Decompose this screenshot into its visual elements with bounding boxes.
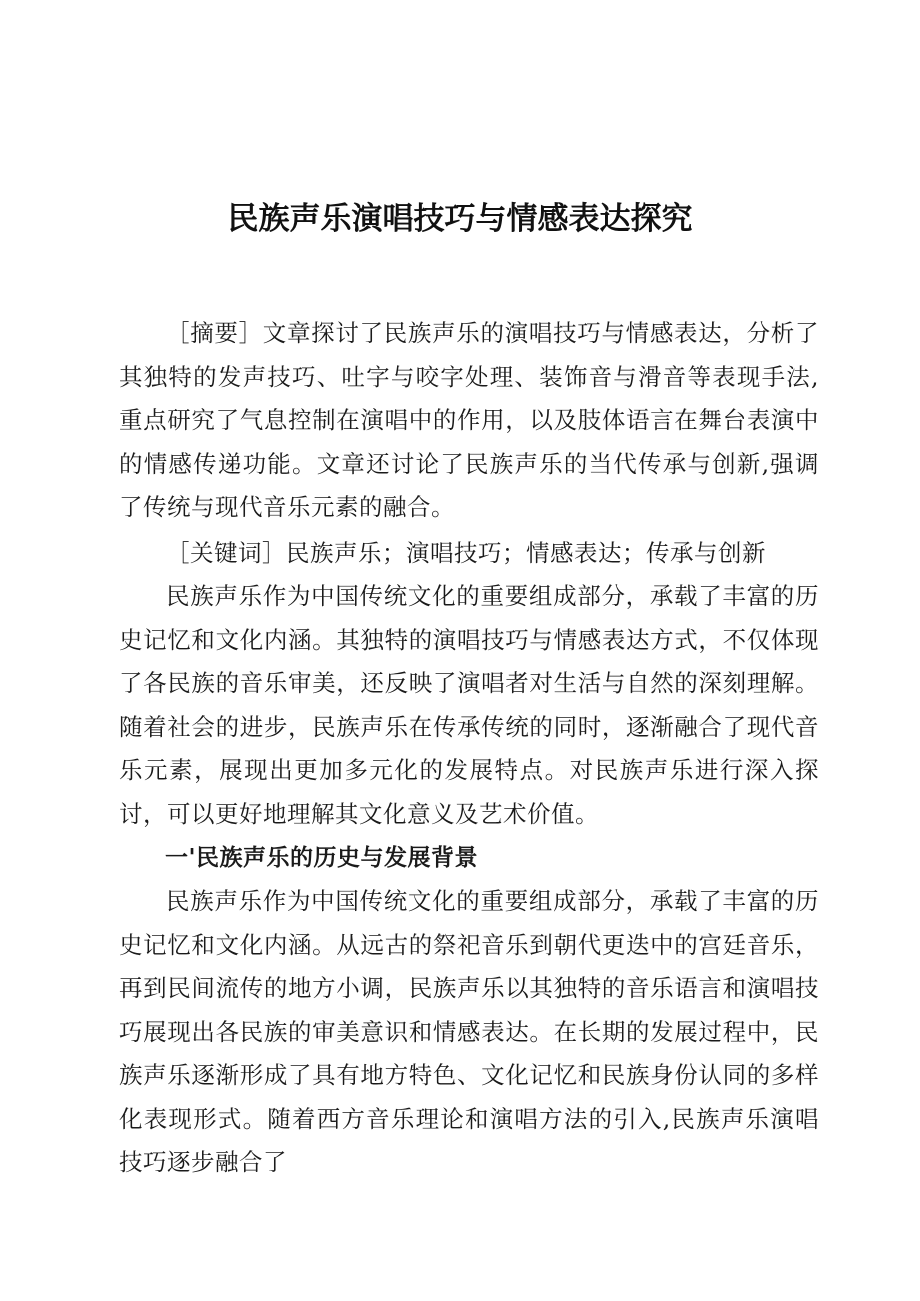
abstract-paragraph: ［摘要］文章探讨了民族声乐的演唱技巧与情感表达，分析了其独特的发声技巧、吐字与咬字处理、装饰音与滑音等表现手法,重点研究了气息控制在演唱中的作用，以及肢体语言在舞台表演中的情感传递功能。文章还讨论了民族声乐的当代传承与创新,强调了传统与现代音乐元素的融合。 [119,319,819,521]
section-paragraph: 民族声乐作为中国传统文化的重要组成部分，承载了丰富的历史记忆和文化内涵。从远古的祭祀音乐到朝代更迭中的宫廷音乐，再到民间流传的地方小调，民族声乐以其独特的音乐语言和演唱技巧展现出各民族的审美意识和情感表达。在长期的发展过程中，民族声乐逐渐形成了具有地方特色、文化记忆和民族身份认同的多样化表现形式。随着西方音乐理论和演唱方法的引入,民族声乐演唱技巧逐步融合了 [119,887,819,1176]
intro-paragraph: 民族声乐作为中国传统文化的重要组成部分，承载了丰富的历史记忆和文化内涵。其独特的演唱技巧与情感表达方式，不仅体现了各民族的音乐审美，还反映了演唱者对生活与自然的深刻理解。随着社会的进步，民族声乐在传承传统的同时，逐渐融合了现代音乐元素，展现出更加多元化的发展特点。对民族声乐进行深入探讨，可以更好地理解其文化意义及艺术价值。 [119,582,819,828]
section-heading: 一'民族声乐的历史与发展背景 [165,845,479,871]
document-body [119,312,819,1185]
document-title: 民族声乐演唱技巧与情感表达探究 [227,200,693,237]
keywords-paragraph: ［关键词］民族声乐；演唱技巧；情感表达；传承与创新 [166,538,766,567]
